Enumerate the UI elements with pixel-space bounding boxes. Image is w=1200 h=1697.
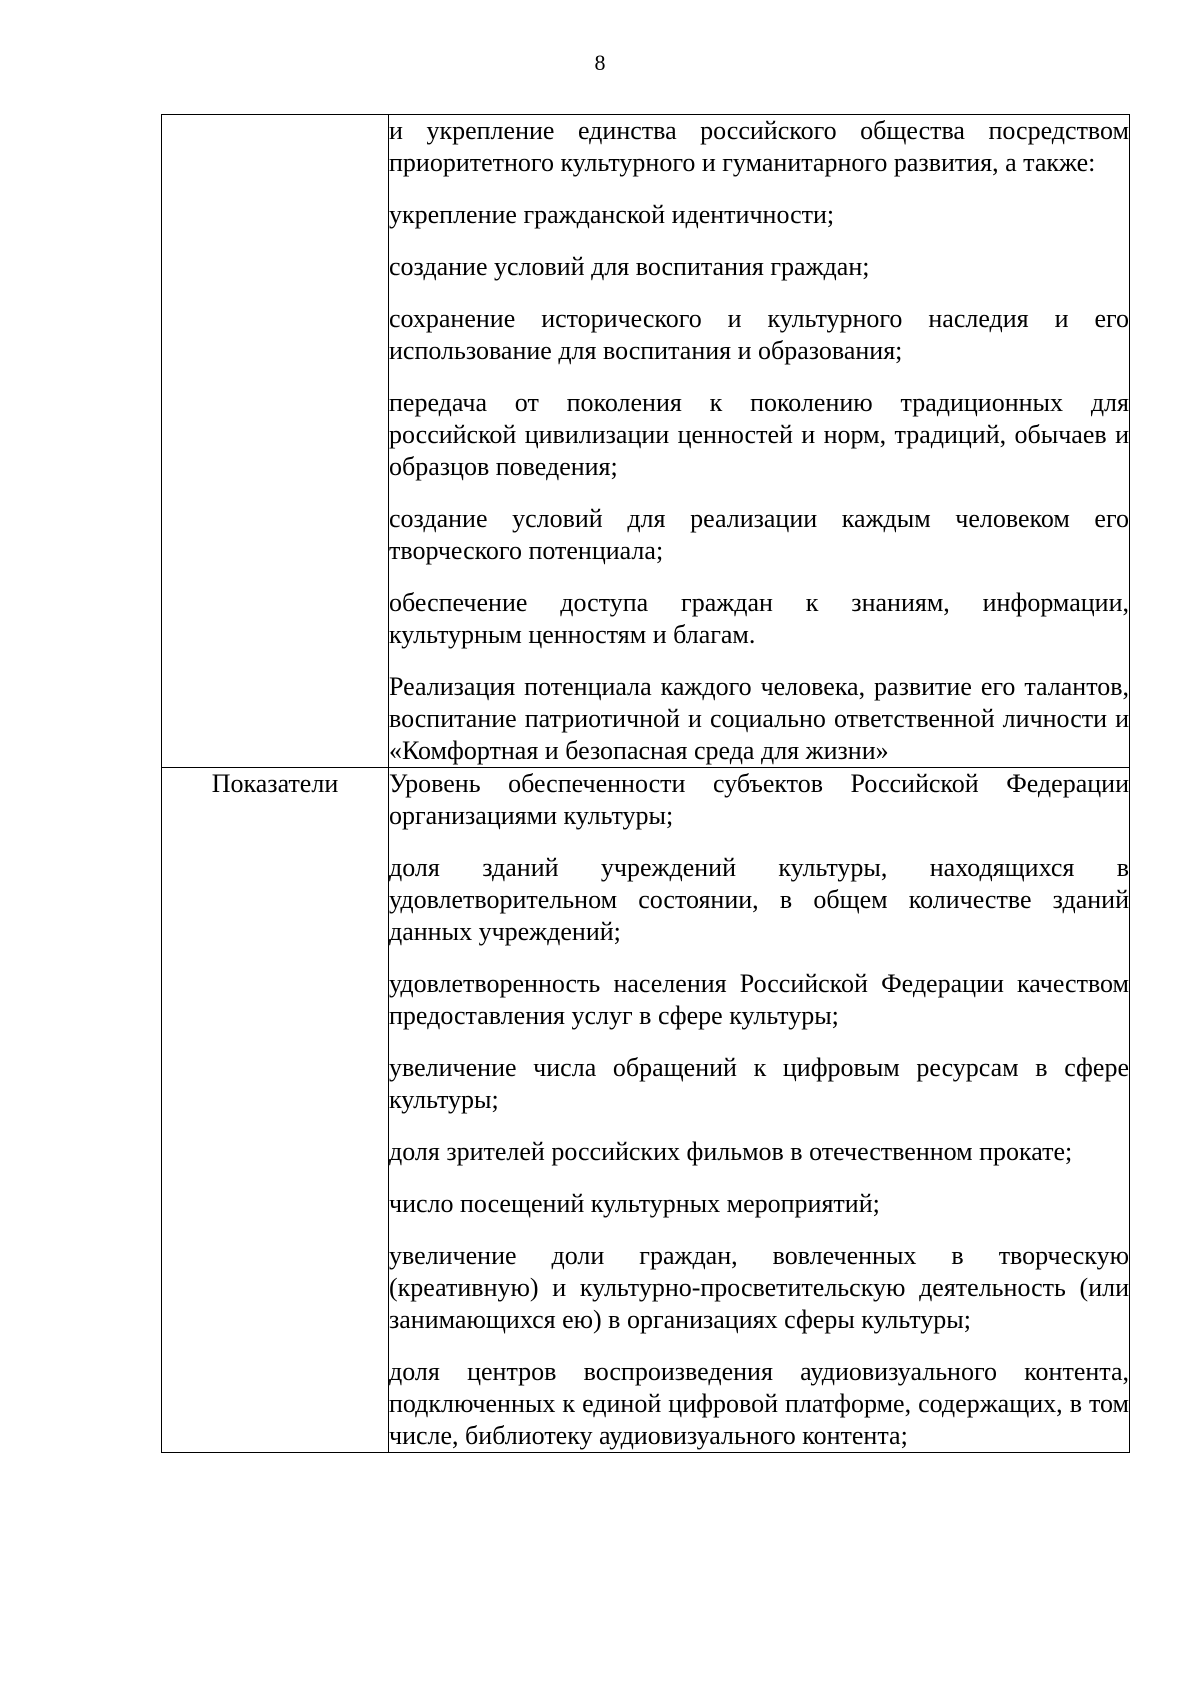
page-number: 8 bbox=[594, 50, 606, 75]
paragraph: Реализация потенциала каждого человека, развитие его талантов, воспитание патриотичной и социально ответственной личности и «Комфортная и безопасная среда для жизни» bbox=[389, 672, 1129, 765]
paragraph: увеличение доли граждан, вовлеченных в творческую (креативную) и культурно-просветительскую деятельность (или занимающихся ею) в организациях сферы культуры; bbox=[389, 1241, 1129, 1334]
table-row-indicators bbox=[162, 768, 1130, 1453]
row-label-indicators: Показатели bbox=[162, 768, 389, 1453]
paragraph: доля зданий учреждений культуры, находящихся в удовлетворительном состоянии, в общем количестве зданий данных учреждений; bbox=[389, 853, 1129, 946]
row-content-goals bbox=[389, 115, 1130, 768]
paragraph: сохранение исторического и культурного наследия и его использование для воспитания и образования; bbox=[389, 304, 1129, 365]
paragraph: и укрепление единства российского общества посредством приоритетного культурного и гуманитарного развития, а также: bbox=[389, 116, 1129, 177]
paragraph: создание условий для реализации каждым человеком его творческого потенциала; bbox=[389, 504, 1129, 565]
paragraph: число посещений культурных мероприятий; bbox=[389, 1189, 880, 1218]
document-table bbox=[161, 114, 1130, 1453]
paragraph: удовлетворенность населения Российской Федерации качеством предоставления услуг в сфере культуры; bbox=[389, 969, 1129, 1030]
paragraph: Уровень обеспеченности субъектов Российской Федерации организациями культуры; bbox=[389, 769, 1129, 830]
row-label-empty bbox=[162, 115, 389, 768]
paragraph: обеспечение доступа граждан к знаниям, информации, культурным ценностям и благам. bbox=[389, 588, 1129, 649]
paragraph: передача от поколения к поколению традиционных для российской цивилизации ценностей и норм, традиций, обычаев и образцов поведения; bbox=[389, 388, 1129, 481]
paragraph: доля центров воспроизведения аудиовизуального контента, подключенных к единой цифровой платформе, содержащих, в том числе, библиотеку аудиовизуального контента; bbox=[389, 1357, 1129, 1450]
paragraph: доля зрителей российских фильмов в отечественном прокате; bbox=[389, 1137, 1073, 1166]
paragraph: увеличение числа обращений к цифровым ресурсам в сфере культуры; bbox=[389, 1053, 1129, 1114]
paragraph: создание условий для воспитания граждан; bbox=[389, 252, 870, 281]
table-row-goals bbox=[162, 115, 1130, 768]
paragraph: укрепление гражданской идентичности; bbox=[389, 200, 835, 229]
row-content-indicators bbox=[389, 768, 1130, 1453]
